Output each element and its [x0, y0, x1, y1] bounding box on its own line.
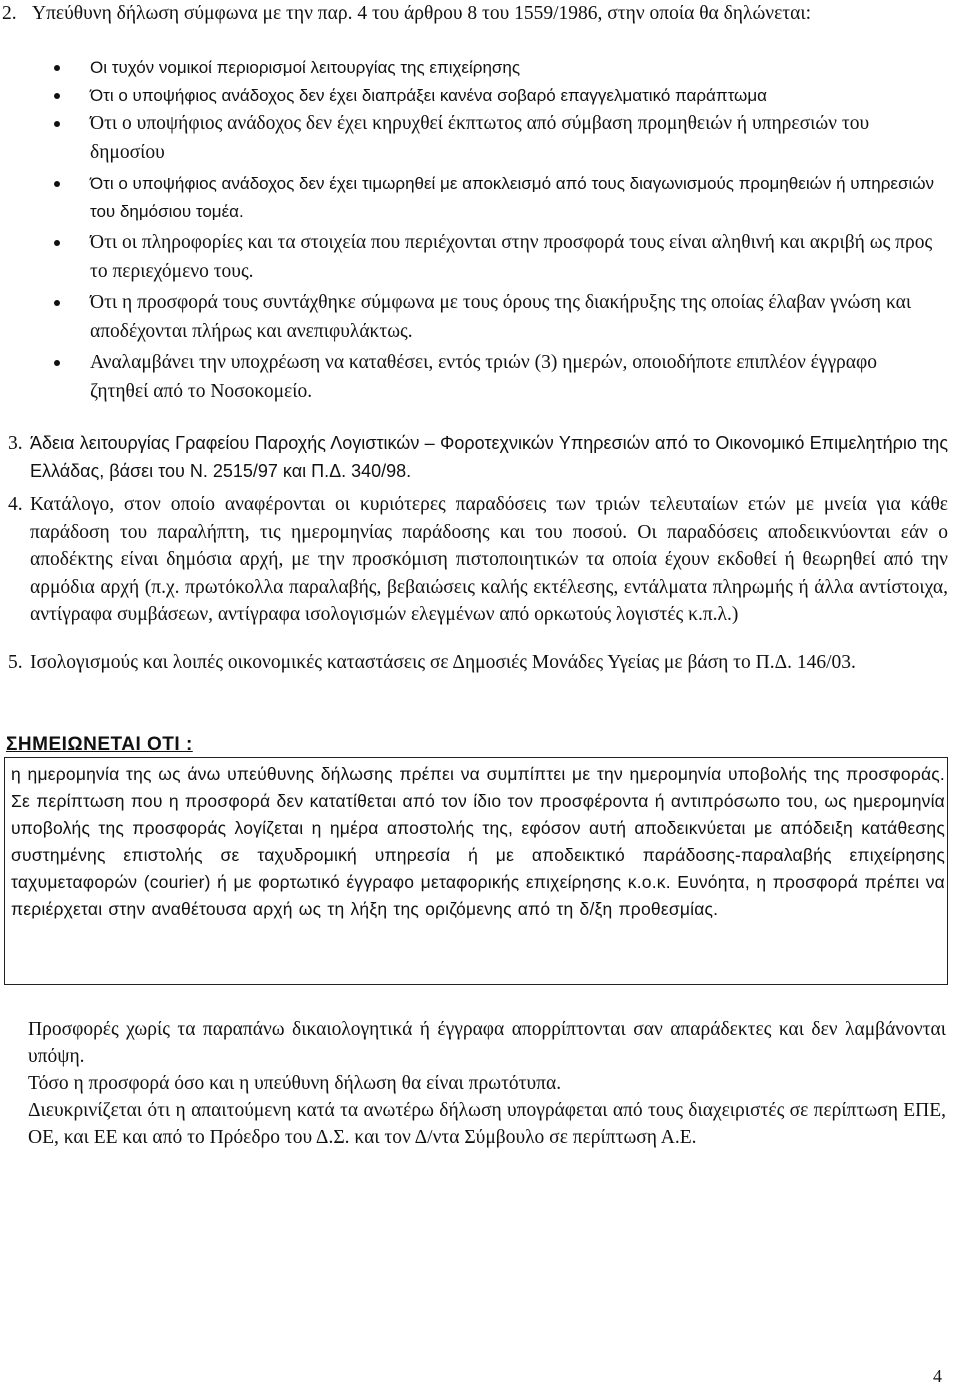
- list-item: [0, 110, 960, 167]
- closing-paragraph: Τόσο η προσφορά όσο και η υπεύθυνη δήλωση θα είναι πρωτότυπα.: [28, 1073, 562, 1094]
- note-title: ΣΗΜΕΙΩΝΕΤΑΙ ΟΤΙ :: [6, 734, 193, 755]
- section-2-heading: [2, 0, 950, 27]
- list-item: [0, 54, 960, 82]
- list-item-text: Οι τυχόν νομικοί περιορισμοί λειτουργίας της επιχείρησης: [90, 58, 521, 77]
- list-item-text: Ότι η προσφορά τους συντάχθηκε σύμφωνα με τους όρους της διακήρυξης της οποίας έλαβαν γνώση και αποδέχονται πλήρως και ανεπιφυλάκτως.: [90, 292, 912, 342]
- closing-section: [28, 1016, 946, 1151]
- bullet-icon: [54, 121, 60, 127]
- item-5-text: Ισολογισμούς και λοιπές οικονομικές καταστάσεις σε Δημοσιές Μονάδες Υγείας με βάση το Π.Δ. 146/03.: [30, 652, 856, 673]
- item-3-text: Άδεια λειτουργίας Γραφείου Παροχής Λογιστικών – Φοροτεχνικών Υπηρεσιών από το Οικονομικό Επιμελητήριο της Ελλάδας, βάσει του Ν. 2515/97 και Π.Δ. 340/98.: [30, 433, 948, 481]
- item-3: [8, 430, 948, 485]
- closing-paragraph: Διευκρινίζεται ότι η απαιτούμενη κατά τα ανωτέρω δήλωση υπογράφεται από τους διαχειριστές σε περίπτωση ΕΠΕ, ΟΕ, και ΕΕ και από το Πρόεδρο του Δ.Σ. και τον Δ/ντα Σύμβουλο σε περίπτωση Α.Ε.: [28, 1100, 946, 1148]
- item-4-text: Κατάλογο, στον οποίο αναφέρονται οι κυριότερες παραδόσεις των τριών τελευταίων ετών με μνεία για κάθε παράδοση του παραλήπτη, τις ημερομηνίας παράδοσης και του ποσού. Οι παραδόσεις αποδεικνύονται εάν ο αποδέκτης είναι δημόσια αρχή, με την προσκόμιση πιστοποιητικών τα οποία έχουν εκδοθεί ή θεωρηθεί από την αρμόδια αρχή (π.χ. πρωτόκολλα παραλαβής, βεβαιώσεις καλής εκτέλεσης, εντάλματα πληρωμής ή άλλα αντίστοιχα, αντίγραφα συμβάσεων, αντίγραφα ισολογισμών ελεγμένων από ορκωτούς λογιστές κ.π.λ.): [30, 494, 948, 625]
- item-4-number: 4.: [8, 494, 23, 515]
- closing-paragraph: Προσφορές χωρίς τα παραπάνω δικαιολογητικά ή έγγραφα απορρίπτονται σαν απαράδεκτες και δεν λαμβάνονται υπόψη.: [28, 1019, 946, 1067]
- list-item: [0, 82, 960, 110]
- item-5: [8, 649, 948, 677]
- bullet-icon: [54, 65, 60, 71]
- note-text: η ημερομηνία της ως άνω υπεύθυνης δήλωσης πρέπει να συμπίπτει με την ημερομηνία υποβολής της προσφοράς. Σε περίπτωση που η προσφορά δεν κατατίθεται από τον ίδιο τον προσφέροντα ή αντιπρόσωπο του, ως ημερομηνία υποβολής της προσφοράς λογίζεται η ημέρα αποστολής της, εφόσον αυτή αποδεικνύεται με απόδειξη κατάθεσης συστημένης επιστολής σε ταχυδρομική υπηρεσία ή με αποδεικτικό παράδοσης-παραλαβής επιχείρησης ταχυμεταφορών (courier) ή με φορτωτικό έγγραφο μεταφορικής επιχείρησης κ.ο.κ. Ευνόητα, η προσφορά πρέπει να περιέρχεται στην αναθέτουσα αρχή ως τη λήξη της οριζόμενης από τη δ/ξη προθεσμίας.: [11, 764, 945, 919]
- bullet-icon: [54, 181, 60, 187]
- item-5-number: 5.: [8, 652, 23, 673]
- list-item-text: Ότι ο υποψήφιος ανάδοχος δεν έχει τιμωρηθεί με αποκλεισμό από τους διαγωνισμούς προμηθειών ή υπηρεσιών του δημόσιου τομέα.: [90, 174, 935, 221]
- list-item-text: Αναλαμβάνει την υποχρέωση να καταθέσει, εντός τριών (3) ημερών, οποιοδήποτε επιπλέον έγγραφο ζητηθεί από το Νοσοκομείο.: [90, 352, 878, 402]
- bullet-icon: [54, 93, 60, 99]
- list-item: [0, 289, 960, 346]
- list-item-text: Ότι ο υποψήφιος ανάδοχος δεν έχει κηρυχθεί έκπτωτος από σύμβαση προμηθειών ή υπηρεσιών του δημοσίου: [90, 113, 870, 163]
- list-item: [0, 170, 960, 226]
- declaration-bullet-list: [0, 54, 960, 406]
- list-item-text: Ότι ο υποψήφιος ανάδοχος δεν έχει διαπράξει κανένα σοβαρό επαγγελματικό παράπτωμα: [90, 86, 767, 105]
- item-3-number: 3.: [8, 433, 23, 454]
- list-item-text: Ότι οι πληροφορίες και τα στοιχεία που περιέχονται στην προσφορά τους είναι αληθινή και ακριβή ως προς το περιεχόμενο τους.: [90, 232, 933, 282]
- section-2-text: Υπεύθυνη δήλωση σύμφωνα με την παρ. 4 του άρθρου 8 του 1559/1986, στην οποία θα δηλώνεται:: [32, 3, 812, 24]
- list-item: [0, 229, 960, 286]
- page-number: 4: [933, 1366, 942, 1386]
- bullet-icon: [54, 300, 60, 306]
- list-item: [0, 349, 960, 406]
- item-4: [8, 491, 948, 629]
- bullet-icon: [54, 240, 60, 246]
- note-box: [4, 757, 948, 985]
- bullet-icon: [54, 360, 60, 366]
- section-2-number: 2.: [2, 3, 17, 24]
